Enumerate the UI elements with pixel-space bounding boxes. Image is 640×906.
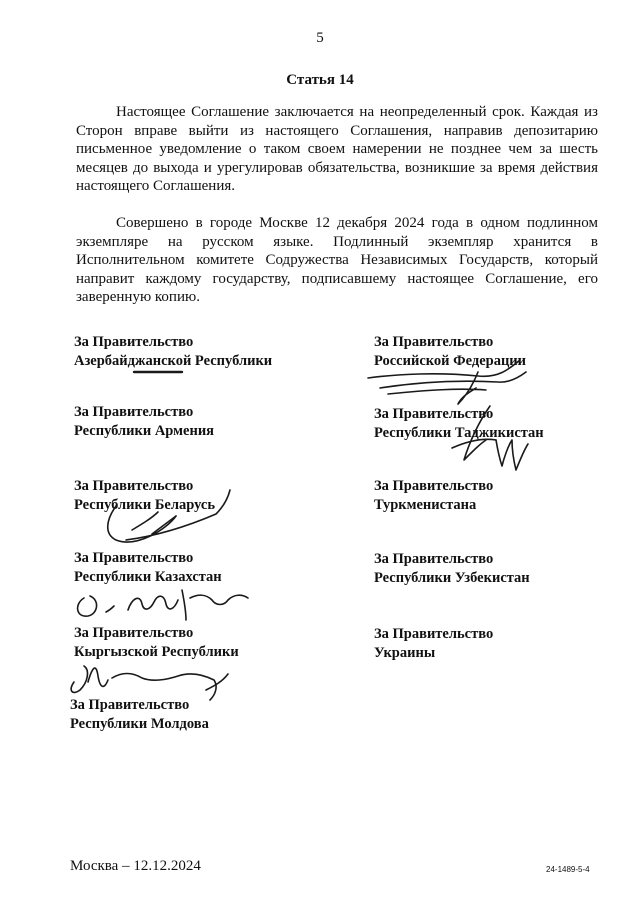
signatory-country: Республики Молдова	[70, 716, 209, 732]
article-title: Статья 14	[286, 72, 354, 88]
signatory-line: За Правительство	[374, 478, 494, 494]
signatory-line: За Правительство	[374, 334, 494, 350]
page-number: 5	[316, 30, 324, 46]
signatory-line: За Правительство	[374, 551, 494, 567]
signatory-turkmenistan	[374, 477, 493, 515]
signatory-line: За Правительство	[74, 334, 194, 350]
signatory-country: Республики Казахстан	[74, 569, 222, 585]
signatory-country: Азербайджанской Республики	[74, 353, 273, 369]
signatory-line: За Правительство	[374, 626, 494, 642]
signatory-line: За Правительство	[74, 625, 194, 641]
signature-azerbaijan	[130, 364, 190, 380]
article-paragraph: Настоящее Соглашение заключается на неопределенный срок. Каждая из Сторон вправе выйти из настоящего Соглашения, направив депозитарию письменное уведомление о таком своем намерении не позднее чем за шесть месяцев до выхода и урегулировав обязательства, возникшие за время действия настоящего Соглашения.	[76, 104, 598, 194]
signatory-armenia	[74, 403, 214, 441]
signatory-line: За Правительство	[74, 550, 194, 566]
signatory-country: Республики Узбекистан	[374, 570, 530, 586]
closing-paragraph: Совершено в городе Москве 12 декабря 2024 года в одном подлинном экземпляре на русском языке. Подлинный экземпляр хранится в Исполнительном комитете Содружества Независимых Государств, который направит каждому государству, подписавшему настоящее Соглашение, его заверенную копию.	[76, 215, 598, 305]
signatory-country: Республики Армения	[74, 423, 215, 439]
signatory-ukraine	[374, 625, 493, 663]
signatory-line: За Правительство	[70, 697, 190, 713]
footer-city-date: Москва – 12.12.2024	[70, 858, 201, 874]
signatory-country: Российской Федерации	[374, 353, 527, 369]
signature-kazakhstan	[66, 580, 256, 630]
signatory-country: Республики Беларусь	[74, 497, 216, 513]
signatory-line: За Правительство	[74, 404, 194, 420]
signature-belarus	[96, 486, 236, 556]
signatory-line: За Правительство	[74, 478, 194, 494]
signatory-uzbekistan	[374, 550, 530, 588]
signatory-country: Кыргызской Республики	[74, 644, 239, 660]
signatory-country: Украины	[374, 645, 436, 661]
signature-kyrgyzstan	[66, 656, 236, 706]
signatory-line: За Правительство	[374, 406, 494, 422]
signatory-country: Республики Таджикистан	[374, 425, 544, 441]
signature-tajikistan	[450, 400, 540, 480]
signatory-country: Туркменистана	[374, 497, 477, 513]
footer-document-code: 24-1489-5-4	[546, 865, 590, 874]
